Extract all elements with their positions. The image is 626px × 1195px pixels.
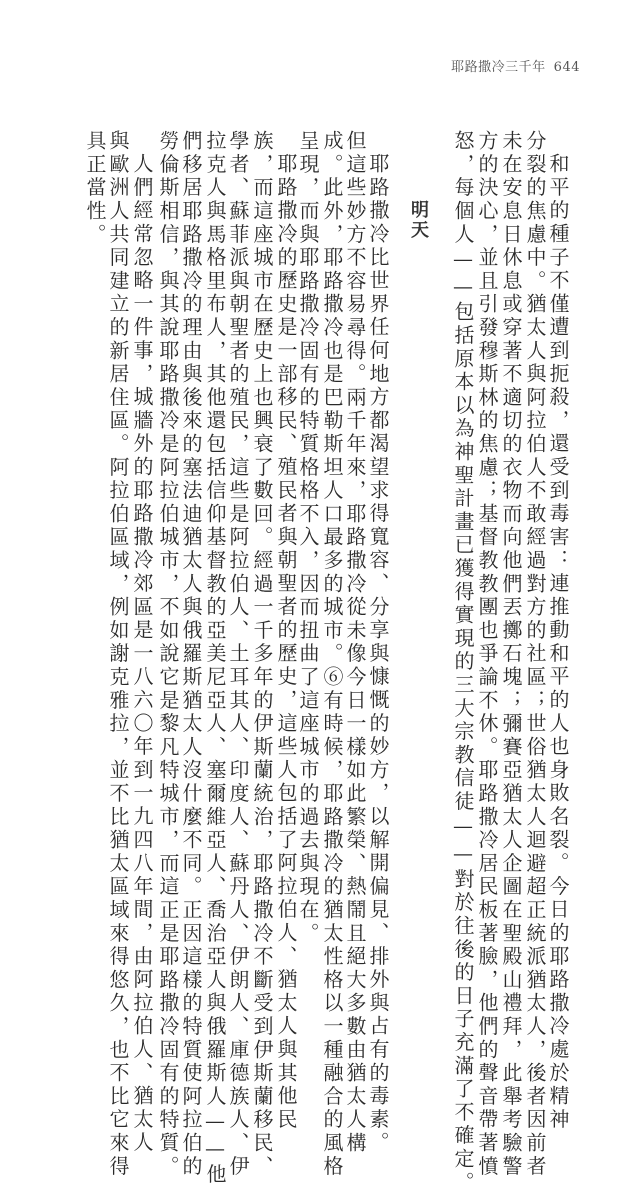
text-column: 呈現，而與耶路撒冷固有的特質格格不入，因而扭曲了這座城市的過去與現在。 <box>296 130 320 946</box>
text-column: 怒，每個人——包括原本以為神聖計畫已獲得實現的三大宗教信徒——對於往後的日子充滿了不確定。 <box>451 130 475 1195</box>
paragraph-start-column: 耶路撒冷的歷史是一部移民、殖民者與朝聖者的歷史，這些人包括了阿拉伯人、猶太人與其他民 <box>274 153 298 1132</box>
text-column: 未在安息日休息或穿著不適切的衣物而向他們丟擲石塊；彌賽亞猶太人企圖在聖殿山禮拜，此舉考驗警 <box>499 130 523 1179</box>
text-column: 成。此外，耶路撒冷也是巴勒斯坦人口最多的城市。⑥有時候，耶路撒冷的猶太性格以一種融合的風格 <box>320 130 344 1179</box>
text-column: 分裂的焦慮中。猶太人與阿拉伯人不敢經過對方的社區；世俗猶太人迴避超正統派猶太人，後者因前者 <box>523 130 547 1179</box>
text-column: 方的決心，並且引發穆斯林的焦慮；基督教教團也爭論不休。耶路撒冷居民板著臉，他們的聲音帶著憤 <box>475 130 499 1179</box>
section-title: 明天 <box>408 200 429 240</box>
text-column: 勞倫斯相信，與其說耶路撒冷是阿拉伯城市，不如說它是黎凡特城市，而這正是耶路撒冷固有的特質。 <box>156 130 180 1179</box>
text-column: 具正當性。 <box>83 130 107 247</box>
book-title: 耶路撒冷三千年 <box>451 60 546 75</box>
text-column: 族，而這座城市在歷史上也興衰了數回。經過一千多年的伊斯蘭統治，耶路撒冷不斷受到伊斯蘭移民、 <box>250 130 274 1179</box>
paragraph-start-column: 耶路撒冷比世界任何地方都渴望求得寬容、分享與慷慨的妙方，以解開偏見、排外與占有的毒素。 <box>366 153 390 1155</box>
paragraph-start-column: 和平的種子不僅遭到扼殺，還受到毒害：連推動和平的人也身敗名裂。今日的耶路撒冷處於精神 <box>546 153 570 1132</box>
running-header <box>451 56 580 75</box>
text-column: 與歐洲人共同建立的新居住區。阿拉伯區域，例如謝克雅拉，並不比猶太區域來得悠久，也不比它來得 <box>106 130 130 1179</box>
text-column: 們移居耶路撒冷的理由與後來的塞法迪猶太人與俄羅斯猶太人沒什麼不同。正因這樣的特質使阿拉伯的 <box>179 130 203 1179</box>
page-number: 644 <box>553 60 580 75</box>
text-column: 但這些妙方不容易尋得。兩千年來，耶路撒冷從未像今日一樣如此繁榮、熱鬧且絕大多數由猶太人構 <box>343 130 367 1156</box>
text-column: 拉克人與馬格里布人，其他還包括信仰基督教的亞美尼亞人、塞爾維亞人、喬治亞人與俄羅斯人——他 <box>203 130 227 1187</box>
text-column: 學者、蘇菲派與朝聖者的殖民，這些是阿拉伯人、土耳其人、印度人、蘇丹人、伊朗人、庫德族人、伊 <box>226 130 250 1179</box>
paragraph-start-column: 人們經常忽略一件事，城牆外的耶路撒冷郊區是一八六〇年到一九四八年間，由阿拉伯人、猶太人 <box>130 153 154 1155</box>
